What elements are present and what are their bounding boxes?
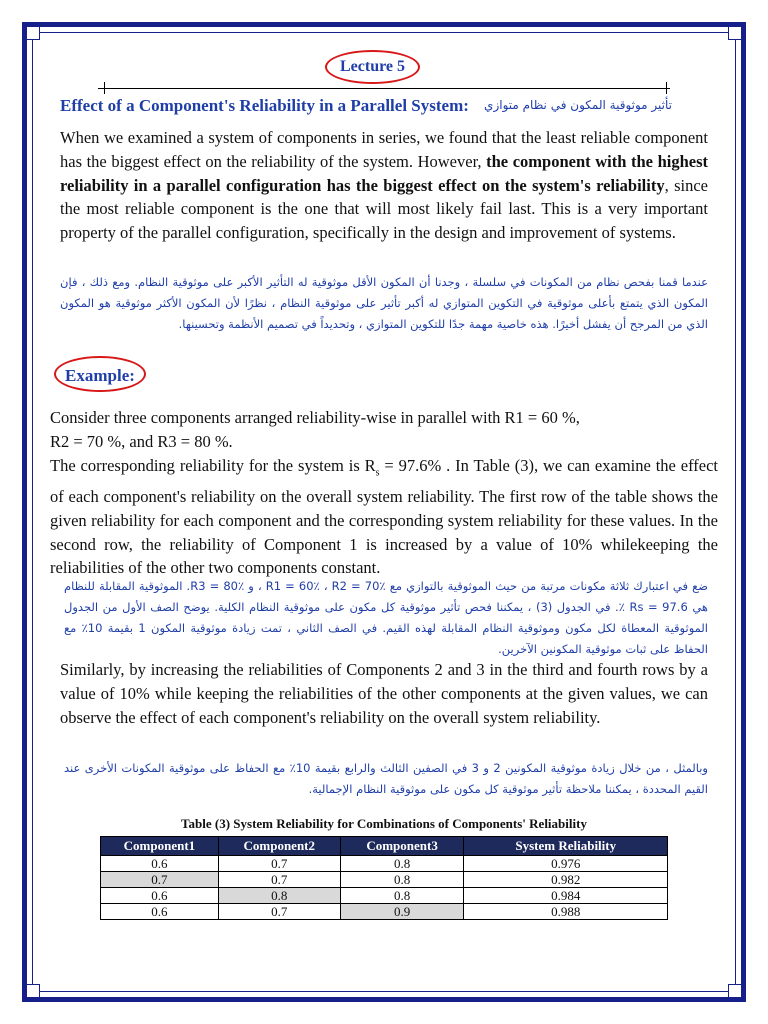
lecture-title-badge	[325, 50, 420, 84]
table-cell: 0.8	[340, 872, 464, 888]
table-cell: 0.8	[340, 856, 464, 872]
table-cell: 0.988	[464, 904, 668, 920]
table-cell: 0.6	[101, 904, 219, 920]
divider-tick	[666, 82, 667, 94]
intro-text: When we examined a system of components in series, we found that the least reliable component has the biggest effect on the reliability of the system. However,	[60, 128, 708, 171]
table-cell: 0.7	[218, 872, 340, 888]
table-header-row	[101, 837, 668, 856]
table-cell-highlighted: 0.7	[101, 872, 219, 888]
example-arabic-paragraph: ضع في اعتبارك ثلاثة مكونات مرتبة من حيث الموثوقية بالتوازي مع R1 = 60٪ ، R2 = 70٪ ، و R3 = 80٪. الموثوقية المقابلة للنظام هي Rs = 97.6 ٪. في الجدول (3) ، يمكننا فحص تأثير موثوقية كل مكون على موثوقية النظام الكلية. يوضح الصف الأول من الجدول الموثوقية المعطاة لكل مكون وموثوقية النظام المقابلة لهذه القيم. في الصف الثاني ، تمت زيادة موثوقية المكون 1 بقيمة 10٪ مع الحفاظ على ثبات موثوقية المكونين الآخرين.	[64, 579, 708, 656]
corner-ornament	[728, 984, 742, 998]
intro-text: , since the most reliable component is the one that will most likely fail last. This is a very important property of the parallel configuration, specifically in the design and improvement of systems.	[60, 175, 709, 243]
table-row	[101, 888, 668, 904]
section-heading-arabic: تأثير موثوقية المكون في نظام متوازي	[484, 98, 672, 112]
table-cell: 0.7	[218, 856, 340, 872]
lecture-title: Lecture 5	[339, 58, 405, 75]
table-cell: 0.984	[464, 888, 668, 904]
column-header: Component3	[340, 837, 464, 856]
table-cell-highlighted: 0.8	[218, 888, 340, 904]
subscript: s	[375, 467, 380, 479]
table-row	[101, 872, 668, 888]
column-header: Component2	[218, 837, 340, 856]
table-cell: 0.8	[340, 888, 464, 904]
example-text: The corresponding reliability for the system is R	[50, 456, 376, 475]
example-badge	[54, 356, 146, 392]
reliability-table	[100, 836, 668, 920]
similarly-paragraph: Similarly, by increasing the reliabilities of Components 2 and 3 in the third and fourth rows by a value of 10% while keeping the reliabilities of the other components at the given values, we can observe the effect of each component's reliability on the overall system reliability.	[60, 660, 708, 727]
intro-arabic-paragraph: عندما قمنا بفحص نظام من المكونات في سلسلة ، وجدنا أن المكون الأقل موثوقية له التأثير الأكبر على موثوقية النظام. ومع ذلك ، فإن المكون الذي يتمتع بأعلى موثوقية في التكوين المتوازي له أكبر تأثير على موثوقية النظام ، نظرًا لأن المكون الأكثر موثوقية هو المكون الذي من المرجح أن يفشل أخيرًا. هذه خاصية مهمة جدًا للتكوين المتوازي ، وتحديداً في تصميم الأنظمة وتحسينها.	[60, 275, 708, 331]
table-cell: 0.6	[101, 856, 219, 872]
intro-paragraph	[60, 126, 708, 245]
title-divider	[98, 88, 670, 89]
column-header: Component1	[101, 837, 219, 856]
column-header: System Reliability	[464, 837, 668, 856]
table-cell: 0.976	[464, 856, 668, 872]
example-line-1: Consider three components arranged reliability-wise in parallel with R1 = 60 %,	[50, 408, 580, 427]
divider-tick	[104, 82, 105, 94]
table-cell: 0.7	[218, 904, 340, 920]
corner-ornament	[26, 26, 40, 40]
example-label: Example:	[65, 366, 135, 385]
example-text: = 97.6% . In Table (3), we can examine the effect of each component's reliability on the overall system reliability. The first row of the table shows the given reliability for each component and the corresponding system reliability for these values. In the second row, the reliability of Component 1 is increased by a value of 10% whilekeeping the reliabilities of the other two components constant.	[50, 456, 718, 578]
example-line-2: R2 = 70 %, and R3 = 80 %.	[50, 432, 233, 451]
table-caption: Table (3) System Reliability for Combinations of Components' Reliability	[181, 816, 587, 831]
table-cell: 0.982	[464, 872, 668, 888]
intro-emphasis: the component with the highest reliability in a parallel configuration has the biggest effect on the system's reliability	[60, 151, 708, 195]
table-row	[101, 904, 668, 920]
table-cell-highlighted: 0.9	[340, 904, 464, 920]
table-cell: 0.6	[101, 888, 219, 904]
corner-ornament	[728, 26, 742, 40]
corner-ornament	[26, 984, 40, 998]
similarly-arabic-paragraph: وبالمثل ، من خلال زيادة موثوقية المكونين 2 و 3 في الصفين الثالث والرابع بقيمة 10٪ مع الحفاظ على موثوقية المكونات الأخرى عند القيم المحددة ، يمكننا ملاحظة تأثير موثوقية كل مكون على موثوقية النظام الإجمالية.	[64, 761, 708, 796]
section-heading: Effect of a Component's Reliability in a Parallel System:	[60, 96, 469, 115]
example-paragraph	[50, 454, 718, 580]
table-row	[101, 856, 668, 872]
